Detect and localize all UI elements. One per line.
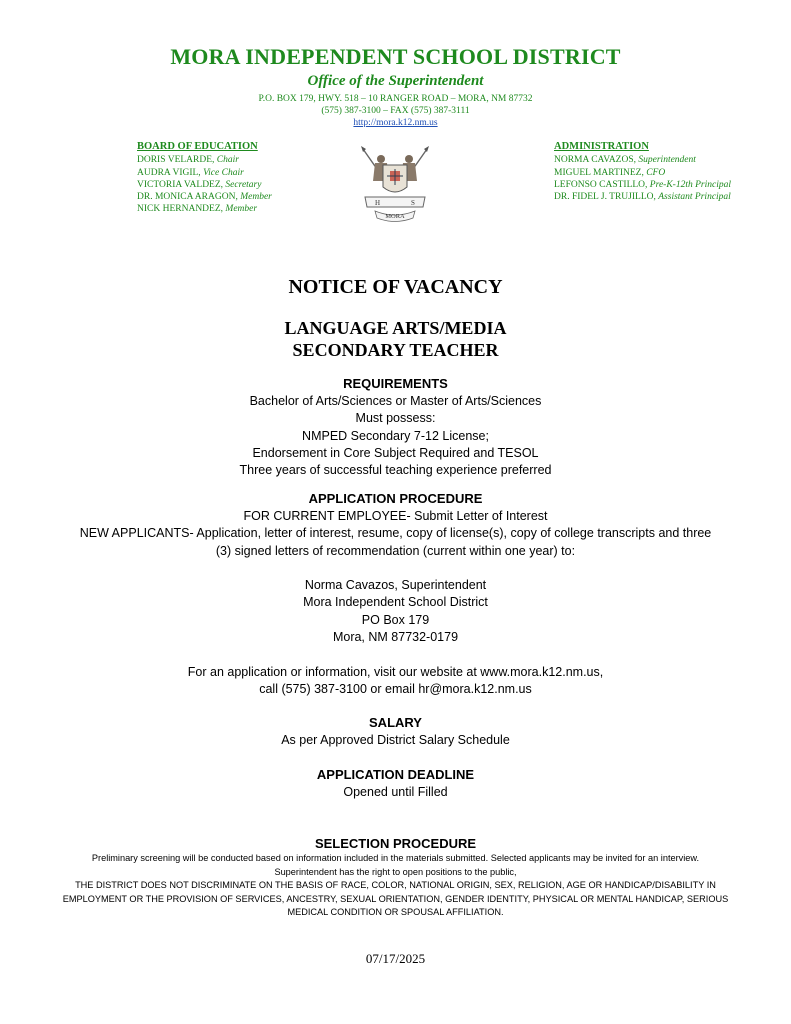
board-member: VICTORIA VALDEZ, Secretary [137, 179, 262, 190]
selection-line: THE DISTRICT DOES NOT DISCRIMINATE ON THE BASIS OF RACE, COLOR, NATIONAL ORIGIN, SEX, RELIGION, AGE OR HANDICAP/DISABILITY IN [75, 880, 716, 890]
district-name: MORA INDEPENDENT SCHOOL DISTRICT [170, 44, 621, 69]
requirement-line: Three years of successful teaching experience preferred [239, 463, 552, 478]
board-member: AUDRA VIGIL, Vice Chair [137, 167, 244, 178]
requirements-list [0, 393, 791, 479]
address-line: Mora Independent School District [303, 595, 488, 610]
selection-line: MEDICAL CONDITION OR SPOUSAL AFFILIATION. [287, 907, 504, 917]
board-heading: BOARD OF EDUCATION [137, 141, 258, 152]
admin-member: MIGUEL MARTINEZ, CFO [554, 167, 666, 178]
address-line: Norma Cavazos, Superintendent [304, 578, 487, 592]
requirement-line: Must possess: [355, 411, 436, 426]
salary-text: As per Approved District Salary Schedule [281, 733, 510, 747]
admin-member: LEFONSO CASTILLO, Pre-K-12th Principal [554, 179, 731, 190]
phone-fax-line: (575) 387-3100 – FAX (575) 387-3111 [321, 106, 470, 116]
requirement-line: Endorsement in Core Subject Required and TESOL [252, 445, 539, 460]
administration [554, 141, 731, 203]
deadline-heading: APPLICATION DEADLINE [316, 767, 475, 782]
selection-text [0, 852, 791, 920]
salary-heading: SALARY [369, 715, 422, 730]
requirement-line: Bachelor of Arts/Sciences or Master of Arts/Sciences [249, 394, 542, 408]
address-line: P.O. BOX 179, HWY. 518 – 10 RANGER ROAD – MORA, NM 87732 [258, 94, 533, 104]
position-title-line2: SECONDARY TEACHER [292, 340, 499, 360]
school-crest-logo [357, 145, 433, 223]
crest-banner-text: MORA [385, 213, 405, 220]
notice-heading: NOTICE OF VACANCY [288, 276, 503, 298]
crest-letter-left: H [375, 199, 381, 207]
website-link[interactable] [0, 117, 791, 129]
board-member: NICK HERNANDEZ, Member [137, 204, 258, 215]
board-member: DORIS VELARDE, Chair [137, 155, 239, 166]
address-line: Mora, NM 87732-0179 [332, 629, 459, 644]
office-title: Office of the Superintendent [307, 73, 484, 89]
application-heading: APPLICATION PROCEDURE [308, 491, 483, 506]
application-instructions [0, 508, 791, 560]
admin-member: NORMA CAVAZOS, Superintendent [554, 155, 696, 166]
admin-member: DR. FIDEL J. TRUJILLO, Assistant Principal [554, 192, 731, 203]
board-of-education [137, 141, 272, 216]
application-line: FOR CURRENT EMPLOYEE- Submit Letter of Interest [243, 509, 548, 523]
selection-line: Superintendent has the right to open positions to the public, [274, 866, 517, 877]
application-line: NEW APPLICANTS- Application, letter of interest, resume, copy of license(s), copy of college transcripts and three [79, 526, 712, 541]
contact-info [0, 664, 791, 699]
contact-line: call (575) 387-3100 or email hr@mora.k12.nm.us [259, 682, 532, 697]
selection-line: Preliminary screening will be conducted based on information included in the materials submitted. Selected applicants may be invited for an interview. [91, 853, 700, 863]
selection-line: EMPLOYMENT OR THE PROVISION OF SERVICES, ANCESTRY, SEXUAL ORIENTATION, GENDER IDENTITY, PHYSICAL OR MENTAL HANDICAP, SERIOUS [62, 893, 729, 904]
mailing-address [0, 577, 791, 646]
posting-date: 07/17/2025 [365, 951, 426, 966]
crest-letter-right: S [411, 199, 415, 207]
address-line: PO Box 179 [361, 612, 430, 627]
deadline-text: Opened until Filled [343, 785, 448, 799]
application-line: (3) signed letters of recommendation (current within one year) to: [215, 543, 576, 558]
administration-heading: ADMINISTRATION [554, 141, 649, 152]
requirements-heading: REQUIREMENTS [343, 376, 448, 391]
position-title-line1: LANGUAGE ARTS/MEDIA [284, 318, 507, 338]
board-member: DR. MONICA ARAGON, Member [137, 192, 272, 203]
selection-heading: SELECTION PROCEDURE [314, 836, 477, 851]
requirement-line: NMPED Secondary 7-12 License; [302, 428, 489, 443]
website-link-text[interactable]: http://mora.k12.nm.us [353, 118, 438, 128]
contact-line: For an application or information, visit our website at www.mora.k12.nm.us, [187, 665, 604, 679]
